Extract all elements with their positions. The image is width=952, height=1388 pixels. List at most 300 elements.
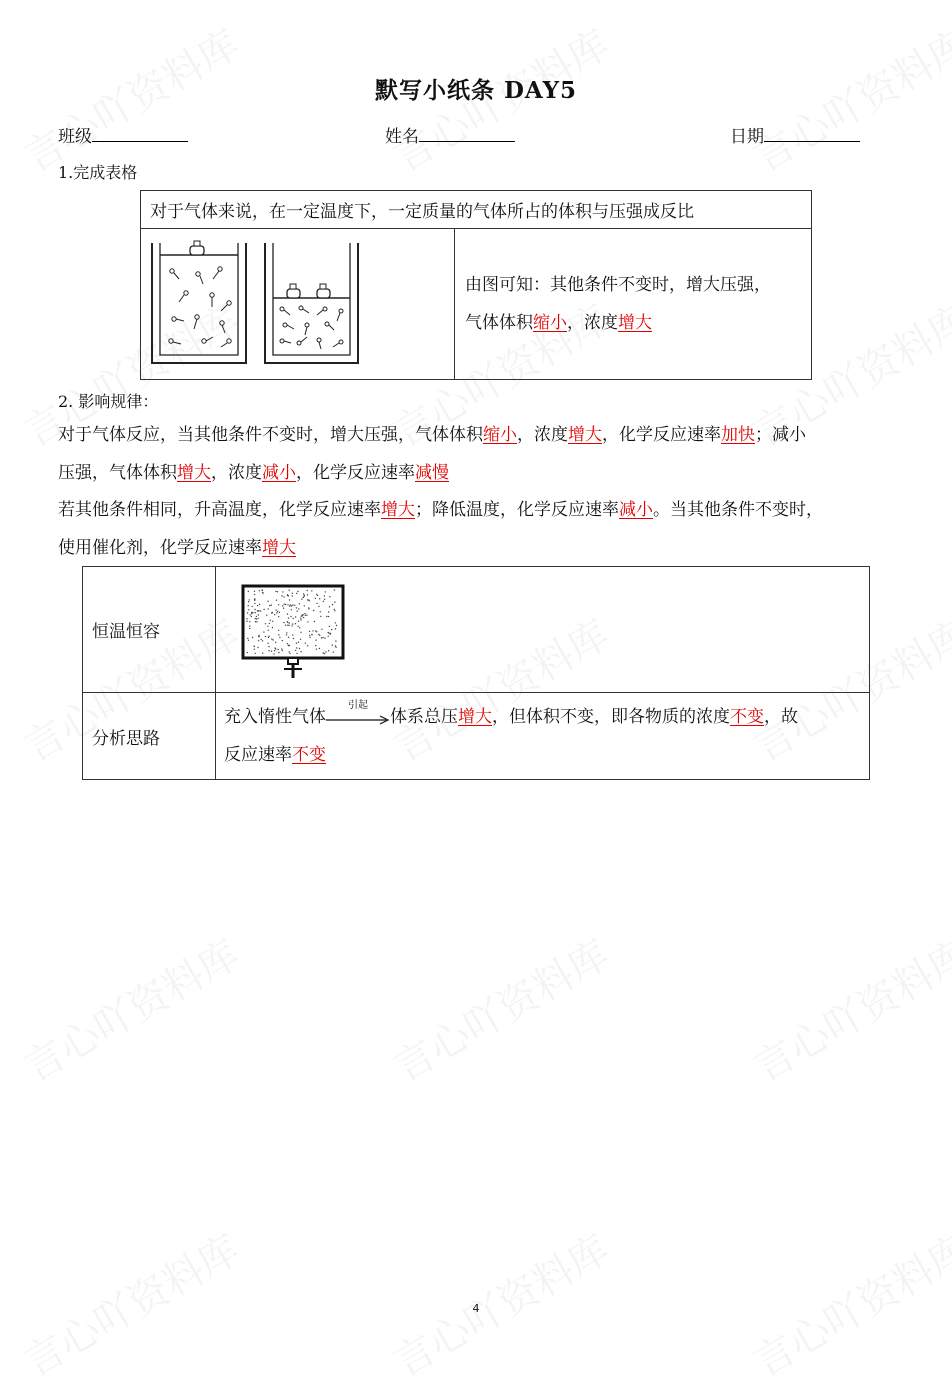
gas-particle <box>293 617 294 618</box>
gas-particle <box>267 600 268 601</box>
page-number: 4 <box>472 1302 480 1315</box>
gas-compression-figure <box>141 229 454 379</box>
gas-particle <box>305 642 306 643</box>
gas-particle <box>251 611 252 612</box>
gas-particle <box>267 642 268 643</box>
gas-particle <box>266 614 267 615</box>
gas-particle <box>304 605 305 606</box>
page-title: 默写小纸条 DAY5 <box>374 77 578 104</box>
gas-particle <box>282 605 283 606</box>
text: ，化学反应速率 <box>602 425 721 445</box>
table-constant-volume <box>82 566 870 780</box>
gas-particle <box>284 603 285 604</box>
gas-particle <box>323 652 324 653</box>
date-field[interactable] <box>730 122 860 147</box>
gas-particle <box>275 648 276 649</box>
gas-particle <box>335 628 336 629</box>
text: 充入惰性气体 <box>224 707 326 727</box>
gas-particle <box>258 614 259 615</box>
gas-particle <box>311 633 312 634</box>
gas-particle <box>318 605 319 606</box>
gas-particle <box>309 636 310 637</box>
answer-concentration-increases: 增大 <box>618 313 652 333</box>
gas-particle <box>268 608 269 609</box>
gas-particle <box>277 648 278 649</box>
gas-particle <box>335 646 336 647</box>
gas-particle <box>292 604 293 605</box>
gas-particle <box>300 638 301 639</box>
gas-particle <box>307 589 308 590</box>
date-blank[interactable] <box>764 124 860 142</box>
gas-particle <box>326 615 327 616</box>
gas-particle <box>295 623 296 624</box>
gas-particle <box>249 625 250 626</box>
text: 对于气体反应，当其他条件不变时，增大压强，气体体积 <box>58 425 483 445</box>
answer: 减小 <box>619 500 653 520</box>
gas-particle <box>263 608 264 609</box>
gas-particle <box>289 651 290 652</box>
gas-particle <box>272 626 273 627</box>
gas-particle <box>267 625 268 626</box>
gas-particle <box>301 598 302 599</box>
gas-particle <box>287 613 288 614</box>
gas-particle <box>274 650 275 651</box>
answer: 增大 <box>458 707 492 727</box>
gas-particle <box>249 599 250 600</box>
gas-particle <box>328 650 329 651</box>
text: ，浓度 <box>567 313 618 333</box>
gas-particle <box>289 652 290 653</box>
gas-particle <box>294 604 295 605</box>
gas-particle <box>260 638 261 639</box>
text: ，故 <box>764 707 798 727</box>
gas-particle <box>271 638 272 639</box>
gas-particle <box>332 644 333 645</box>
answer: 减慢 <box>415 462 449 483</box>
gas-particle <box>278 651 279 652</box>
gas-particle <box>299 603 300 604</box>
gas-particle <box>281 595 282 596</box>
gas-particle <box>246 618 247 619</box>
gas-particle <box>332 603 333 604</box>
gas-particle <box>315 597 316 598</box>
gas-particle <box>268 650 269 651</box>
gas-particle <box>315 644 316 645</box>
gas-particle <box>281 648 282 649</box>
gas-particle <box>289 605 290 606</box>
gas-particle <box>257 604 258 605</box>
text: 气体体积 <box>465 313 533 333</box>
gas-particle <box>259 603 260 604</box>
gas-particle <box>255 621 256 622</box>
gas-particle <box>275 590 276 591</box>
gas-particle <box>271 650 272 651</box>
right-arrow-icon <box>326 715 390 725</box>
text: ，化学反应速率 <box>296 462 415 483</box>
gas-particle <box>282 649 283 650</box>
analysis-line1 <box>224 698 869 736</box>
gas-particle <box>252 605 253 606</box>
gas-particle <box>272 611 273 612</box>
arrow-cause <box>326 699 390 728</box>
gas-particle <box>288 624 289 625</box>
row2-analysis-cell <box>216 693 870 780</box>
gas-particle <box>296 592 297 593</box>
gas-particle <box>283 596 284 597</box>
gas-particle <box>292 623 293 624</box>
gas-particle <box>277 591 278 592</box>
gas-particle <box>333 651 334 652</box>
gas-particle <box>268 629 269 630</box>
gas-particle <box>324 653 325 654</box>
gas-particle <box>328 631 329 632</box>
gas-particle <box>273 653 274 654</box>
gas-particle <box>336 624 337 625</box>
gas-particle <box>316 602 317 603</box>
gas-particle <box>324 598 325 599</box>
gas-particle <box>289 622 290 623</box>
gas-particle <box>258 610 259 611</box>
gas-particle <box>329 625 330 626</box>
gas-particle <box>285 603 286 604</box>
gas-particle <box>303 595 304 596</box>
gas-particle <box>288 617 289 618</box>
gas-particle <box>248 605 249 606</box>
gas-particle <box>298 641 299 642</box>
gas-particle <box>262 640 263 641</box>
gas-particle <box>307 645 308 646</box>
gas-particle <box>257 646 258 647</box>
gas-particle <box>270 619 271 620</box>
gas-particle <box>248 639 249 640</box>
gas-particle <box>289 589 290 590</box>
text: 若其他条件相同，升高温度，化学反应速率 <box>58 500 381 520</box>
gas-particle <box>287 604 288 605</box>
gas-particle <box>309 630 310 631</box>
table-pressure-volume <box>140 190 812 380</box>
answer: 增大 <box>381 500 415 520</box>
analysis-line2 <box>224 736 869 774</box>
gas-particle <box>328 611 329 612</box>
gas-particle <box>250 614 251 615</box>
answer: 不变 <box>292 745 326 765</box>
gas-particle <box>246 620 247 621</box>
gas-particle <box>265 635 266 636</box>
gas-particle <box>315 639 316 640</box>
gas-particle <box>283 607 284 608</box>
gas-particle <box>296 607 297 608</box>
gas-particle <box>295 616 296 617</box>
gas-particle <box>304 613 305 614</box>
gas-particle <box>248 590 249 591</box>
gas-particle <box>262 652 263 653</box>
gas-particle <box>249 621 250 622</box>
gas-particle <box>302 613 303 614</box>
gas-particle <box>279 611 280 612</box>
class-blank[interactable] <box>92 124 188 142</box>
gas-particle <box>254 648 255 649</box>
gas-particle <box>299 647 300 648</box>
gas-particle <box>274 614 275 615</box>
gas-particle <box>254 590 255 591</box>
answer: 增大 <box>262 537 296 558</box>
conclusion-line2 <box>465 304 811 342</box>
gas-particle <box>248 601 249 602</box>
sealed-container-figure <box>240 580 350 680</box>
watermark <box>382 924 618 1093</box>
watermark <box>12 924 248 1093</box>
gas-particle <box>265 623 266 624</box>
gas-particle <box>254 593 255 594</box>
gas-particle <box>285 624 286 625</box>
gas-particle <box>251 615 252 616</box>
gas-particle <box>275 641 276 642</box>
gas-particle <box>321 637 322 638</box>
gas-particle <box>276 612 277 613</box>
gas-particle <box>292 634 293 635</box>
gas-particle <box>289 644 290 645</box>
gas-particle <box>307 599 308 600</box>
gas-particle <box>300 617 301 618</box>
gas-particle <box>279 636 280 637</box>
gas-particle <box>314 620 315 621</box>
gas-particle <box>335 645 336 646</box>
gas-particle <box>311 590 312 591</box>
gas-particle <box>329 606 330 607</box>
p1-line2 <box>58 455 896 493</box>
text: 压强，气体体积 <box>58 462 177 483</box>
answer-volume-shrinks: 缩小 <box>533 313 567 333</box>
gas-particle <box>334 608 335 609</box>
gas-particle <box>303 596 304 597</box>
gas-particle <box>271 604 272 605</box>
gas-particle <box>258 640 259 641</box>
gas-particle <box>319 647 320 648</box>
gas-particle <box>254 602 255 603</box>
text: ，浓度 <box>517 425 568 445</box>
gas-particle <box>300 631 301 632</box>
gas-particle <box>287 643 288 644</box>
gas-particle <box>308 608 309 609</box>
gas-particle <box>290 615 291 616</box>
gas-particle <box>256 615 257 616</box>
name-blank[interactable] <box>419 124 515 142</box>
p1-line1 <box>58 417 896 455</box>
gas-particle <box>292 592 293 593</box>
section2-heading: 2. 影响规律： <box>58 392 159 411</box>
gas-particle <box>255 617 256 618</box>
gas-particle <box>247 612 248 613</box>
gas-particle <box>278 616 279 617</box>
gas-particle <box>262 591 263 592</box>
gas-particle <box>296 652 297 653</box>
gas-particle <box>323 600 324 601</box>
answer: 增大 <box>177 462 211 483</box>
gas-particle <box>296 647 297 648</box>
gas-particle <box>268 636 269 637</box>
gas-particle <box>278 629 279 630</box>
gas-particle <box>303 593 304 594</box>
gas-particle <box>293 637 294 638</box>
gas-particle <box>288 636 289 637</box>
gas-particle <box>277 610 278 611</box>
gas-particle <box>257 617 258 618</box>
gas-particle <box>324 595 325 596</box>
conclusion-line1: 由图可知：其他条件不变时，增大压强， <box>465 275 771 295</box>
gas-particle <box>317 594 318 595</box>
gas-particle <box>249 627 250 628</box>
class-label: 班级 <box>58 127 92 147</box>
watermark <box>742 924 952 1093</box>
gas-particle <box>278 634 279 635</box>
gas-particle <box>318 633 319 634</box>
gas-particle <box>305 614 306 615</box>
gas-particle <box>315 630 316 631</box>
gas-particle <box>295 649 296 650</box>
gas-particle <box>291 625 292 626</box>
name-field[interactable] <box>385 122 515 147</box>
gas-particle <box>253 645 254 646</box>
gas-particle <box>334 601 335 602</box>
gas-particle <box>321 628 322 629</box>
gas-particle <box>254 598 255 599</box>
gas-particle <box>286 632 287 633</box>
gas-particle <box>325 651 326 652</box>
text: ，但体积不变，即各物质的浓度 <box>492 707 730 727</box>
gas-particle <box>331 628 332 629</box>
gas-particle <box>320 615 321 616</box>
gas-particle <box>287 621 288 622</box>
text: 使用催化剂，化学反应速率 <box>58 537 262 558</box>
p2-line1 <box>58 492 896 530</box>
section1-heading: 1.完成表格 <box>58 163 138 182</box>
gas-particle <box>313 609 314 610</box>
gas-particle <box>252 636 253 637</box>
text: ；降低温度，化学反应速率 <box>415 500 619 520</box>
gas-particle <box>292 595 293 596</box>
gas-particle <box>324 637 325 638</box>
gas-particle <box>276 599 277 600</box>
class-field[interactable] <box>58 122 188 147</box>
gas-particle <box>248 609 249 610</box>
gas-particle <box>282 591 283 592</box>
gas-particle <box>278 604 279 605</box>
gas-particle <box>283 621 284 622</box>
gas-particle <box>299 627 300 628</box>
gas-particle <box>298 620 299 621</box>
gas-particle <box>275 609 276 610</box>
gas-particle <box>334 610 335 611</box>
gas-particle <box>254 608 255 609</box>
table1-header: 对于气体来说，在一定温度下，一定质量的气体所占的体积与压强成反比 <box>141 191 812 229</box>
gas-particle <box>306 614 307 615</box>
answer: 减小 <box>262 462 296 483</box>
table1-conclusion-cell <box>455 229 812 380</box>
gas-particle <box>296 642 297 643</box>
row1-label: 恒温恒容 <box>83 567 216 693</box>
gas-particle <box>298 625 299 626</box>
gas-particle <box>309 634 310 635</box>
gas-particle <box>298 608 299 609</box>
gas-particle <box>303 616 304 617</box>
date-label: 日期 <box>730 127 764 147</box>
gas-particle <box>291 605 292 606</box>
section2-paragraph2 <box>58 492 896 567</box>
gas-particle <box>330 633 331 634</box>
gas-particle <box>272 620 273 621</box>
gas-particle <box>262 589 263 590</box>
gas-particle <box>297 610 298 611</box>
answer: 加快 <box>721 425 755 445</box>
gas-particle <box>255 611 256 612</box>
gas-particle <box>329 596 330 597</box>
gas-particle <box>263 631 264 632</box>
gas-particle <box>254 599 255 600</box>
gas-particle <box>255 652 256 653</box>
gas-particle <box>300 651 301 652</box>
gas-particle <box>257 610 258 611</box>
text: 体系总压 <box>390 707 458 727</box>
p2-line2 <box>58 530 896 568</box>
gas-particle <box>268 635 269 636</box>
gas-particle <box>335 640 336 641</box>
gas-particle <box>328 635 329 636</box>
gas-particle <box>286 634 287 635</box>
gas-particle <box>282 639 283 640</box>
section2-paragraph1 <box>58 417 896 492</box>
gas-particle <box>260 610 261 611</box>
gas-particle <box>316 648 317 649</box>
gas-particle <box>300 619 301 620</box>
row2-label: 分析思路 <box>83 693 216 780</box>
gas-particle <box>307 621 308 622</box>
gas-particle <box>320 611 321 612</box>
gas-particle <box>259 590 260 591</box>
answer: 增大 <box>568 425 602 445</box>
gas-particle <box>287 594 288 595</box>
answer: 缩小 <box>483 425 517 445</box>
gas-particle <box>247 651 248 652</box>
gas-particle <box>247 637 248 638</box>
text: 。当其他条件不变时， <box>653 500 823 520</box>
gas-particle <box>325 591 326 592</box>
arrow-label: 引起 <box>348 699 368 711</box>
gas-particle <box>289 599 290 600</box>
gas-particle <box>297 590 298 591</box>
gas-particle <box>269 622 270 623</box>
answer: 不变 <box>730 707 764 727</box>
text: ，浓度 <box>211 462 262 483</box>
row1-figure-cell <box>216 567 870 693</box>
gas-particle <box>256 621 257 622</box>
gas-particle <box>309 600 310 601</box>
gas-particle <box>335 622 336 623</box>
name-label: 姓名 <box>385 127 419 147</box>
gas-particle <box>319 598 320 599</box>
gas-particle <box>258 634 259 635</box>
gas-particle <box>334 589 335 590</box>
gas-particle <box>328 615 329 616</box>
text: 反应速率 <box>224 745 292 765</box>
gas-particle <box>291 609 292 610</box>
gas-particle <box>322 636 323 637</box>
gas-particle <box>273 639 274 640</box>
table1-figure-cell <box>141 229 455 380</box>
gas-particle <box>307 594 308 595</box>
gas-particle <box>269 604 270 605</box>
gas-particle <box>287 624 288 625</box>
text: ；减小 <box>755 425 806 445</box>
